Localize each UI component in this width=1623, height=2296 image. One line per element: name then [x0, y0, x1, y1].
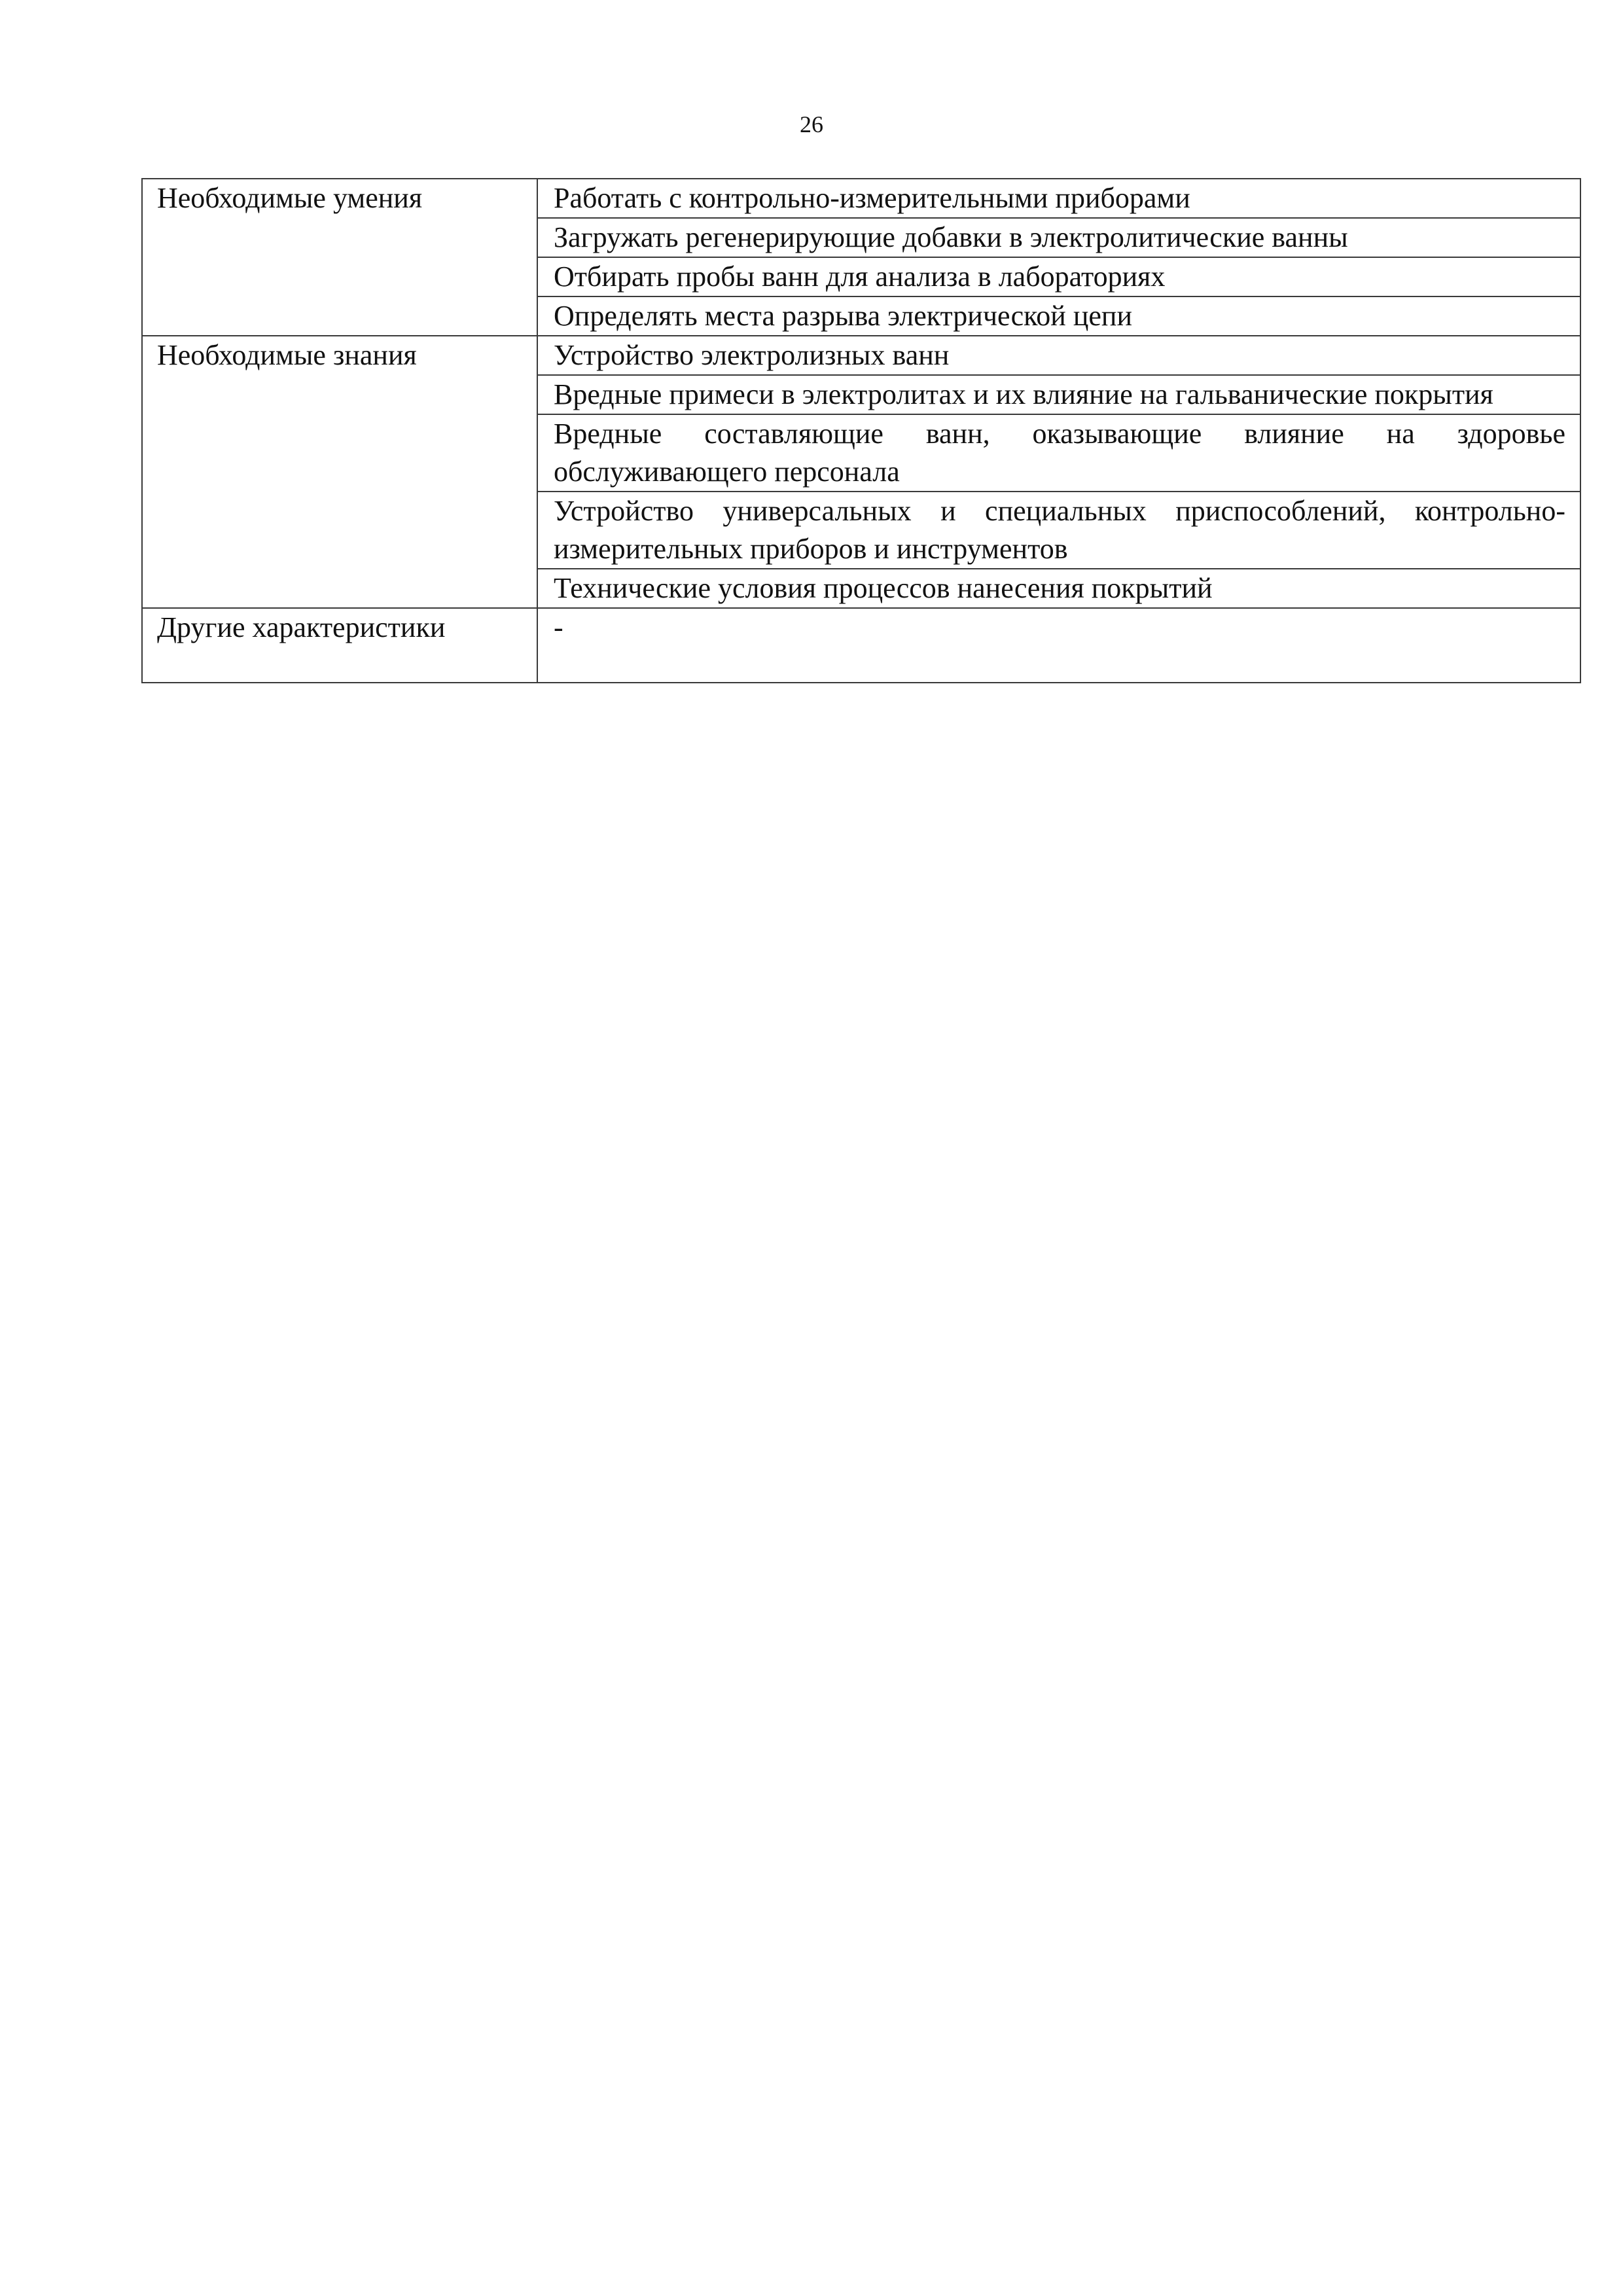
skill-item: Определять места разрыва электрической цепи [537, 296, 1580, 336]
table-row [142, 608, 1580, 683]
skill-item: Работать с контрольно-измерительными приборами [537, 179, 1580, 218]
knowledge-item: Устройство универсальных и специальных приспособлений, контрольно-измерительных приборов и инструментов [537, 492, 1580, 569]
qualification-table [141, 178, 1581, 683]
knowledge-item: Устройство электролизных ванн [537, 336, 1580, 375]
table-row [142, 179, 1580, 218]
other-label: Другие характеристики [142, 608, 537, 683]
knowledge-item: Вредные составляющие ванн, оказывающие влияние на здоровье обслуживающего персонала [537, 414, 1580, 492]
knowledge-label: Необходимые знания [142, 336, 537, 608]
table-row [142, 336, 1580, 375]
skills-label: Необходимые умения [142, 179, 537, 336]
skill-item: Загружать регенерирующие добавки в электролитические ванны [537, 218, 1580, 257]
other-value: - [537, 608, 1580, 683]
knowledge-item: Технические условия процессов нанесения покрытий [537, 569, 1580, 608]
skill-item: Отбирать пробы ванн для анализа в лабораториях [537, 257, 1580, 296]
page-number: 26 [800, 111, 823, 137]
knowledge-item: Вредные примеси в электролитах и их влияние на гальванические покрытия [537, 375, 1580, 414]
